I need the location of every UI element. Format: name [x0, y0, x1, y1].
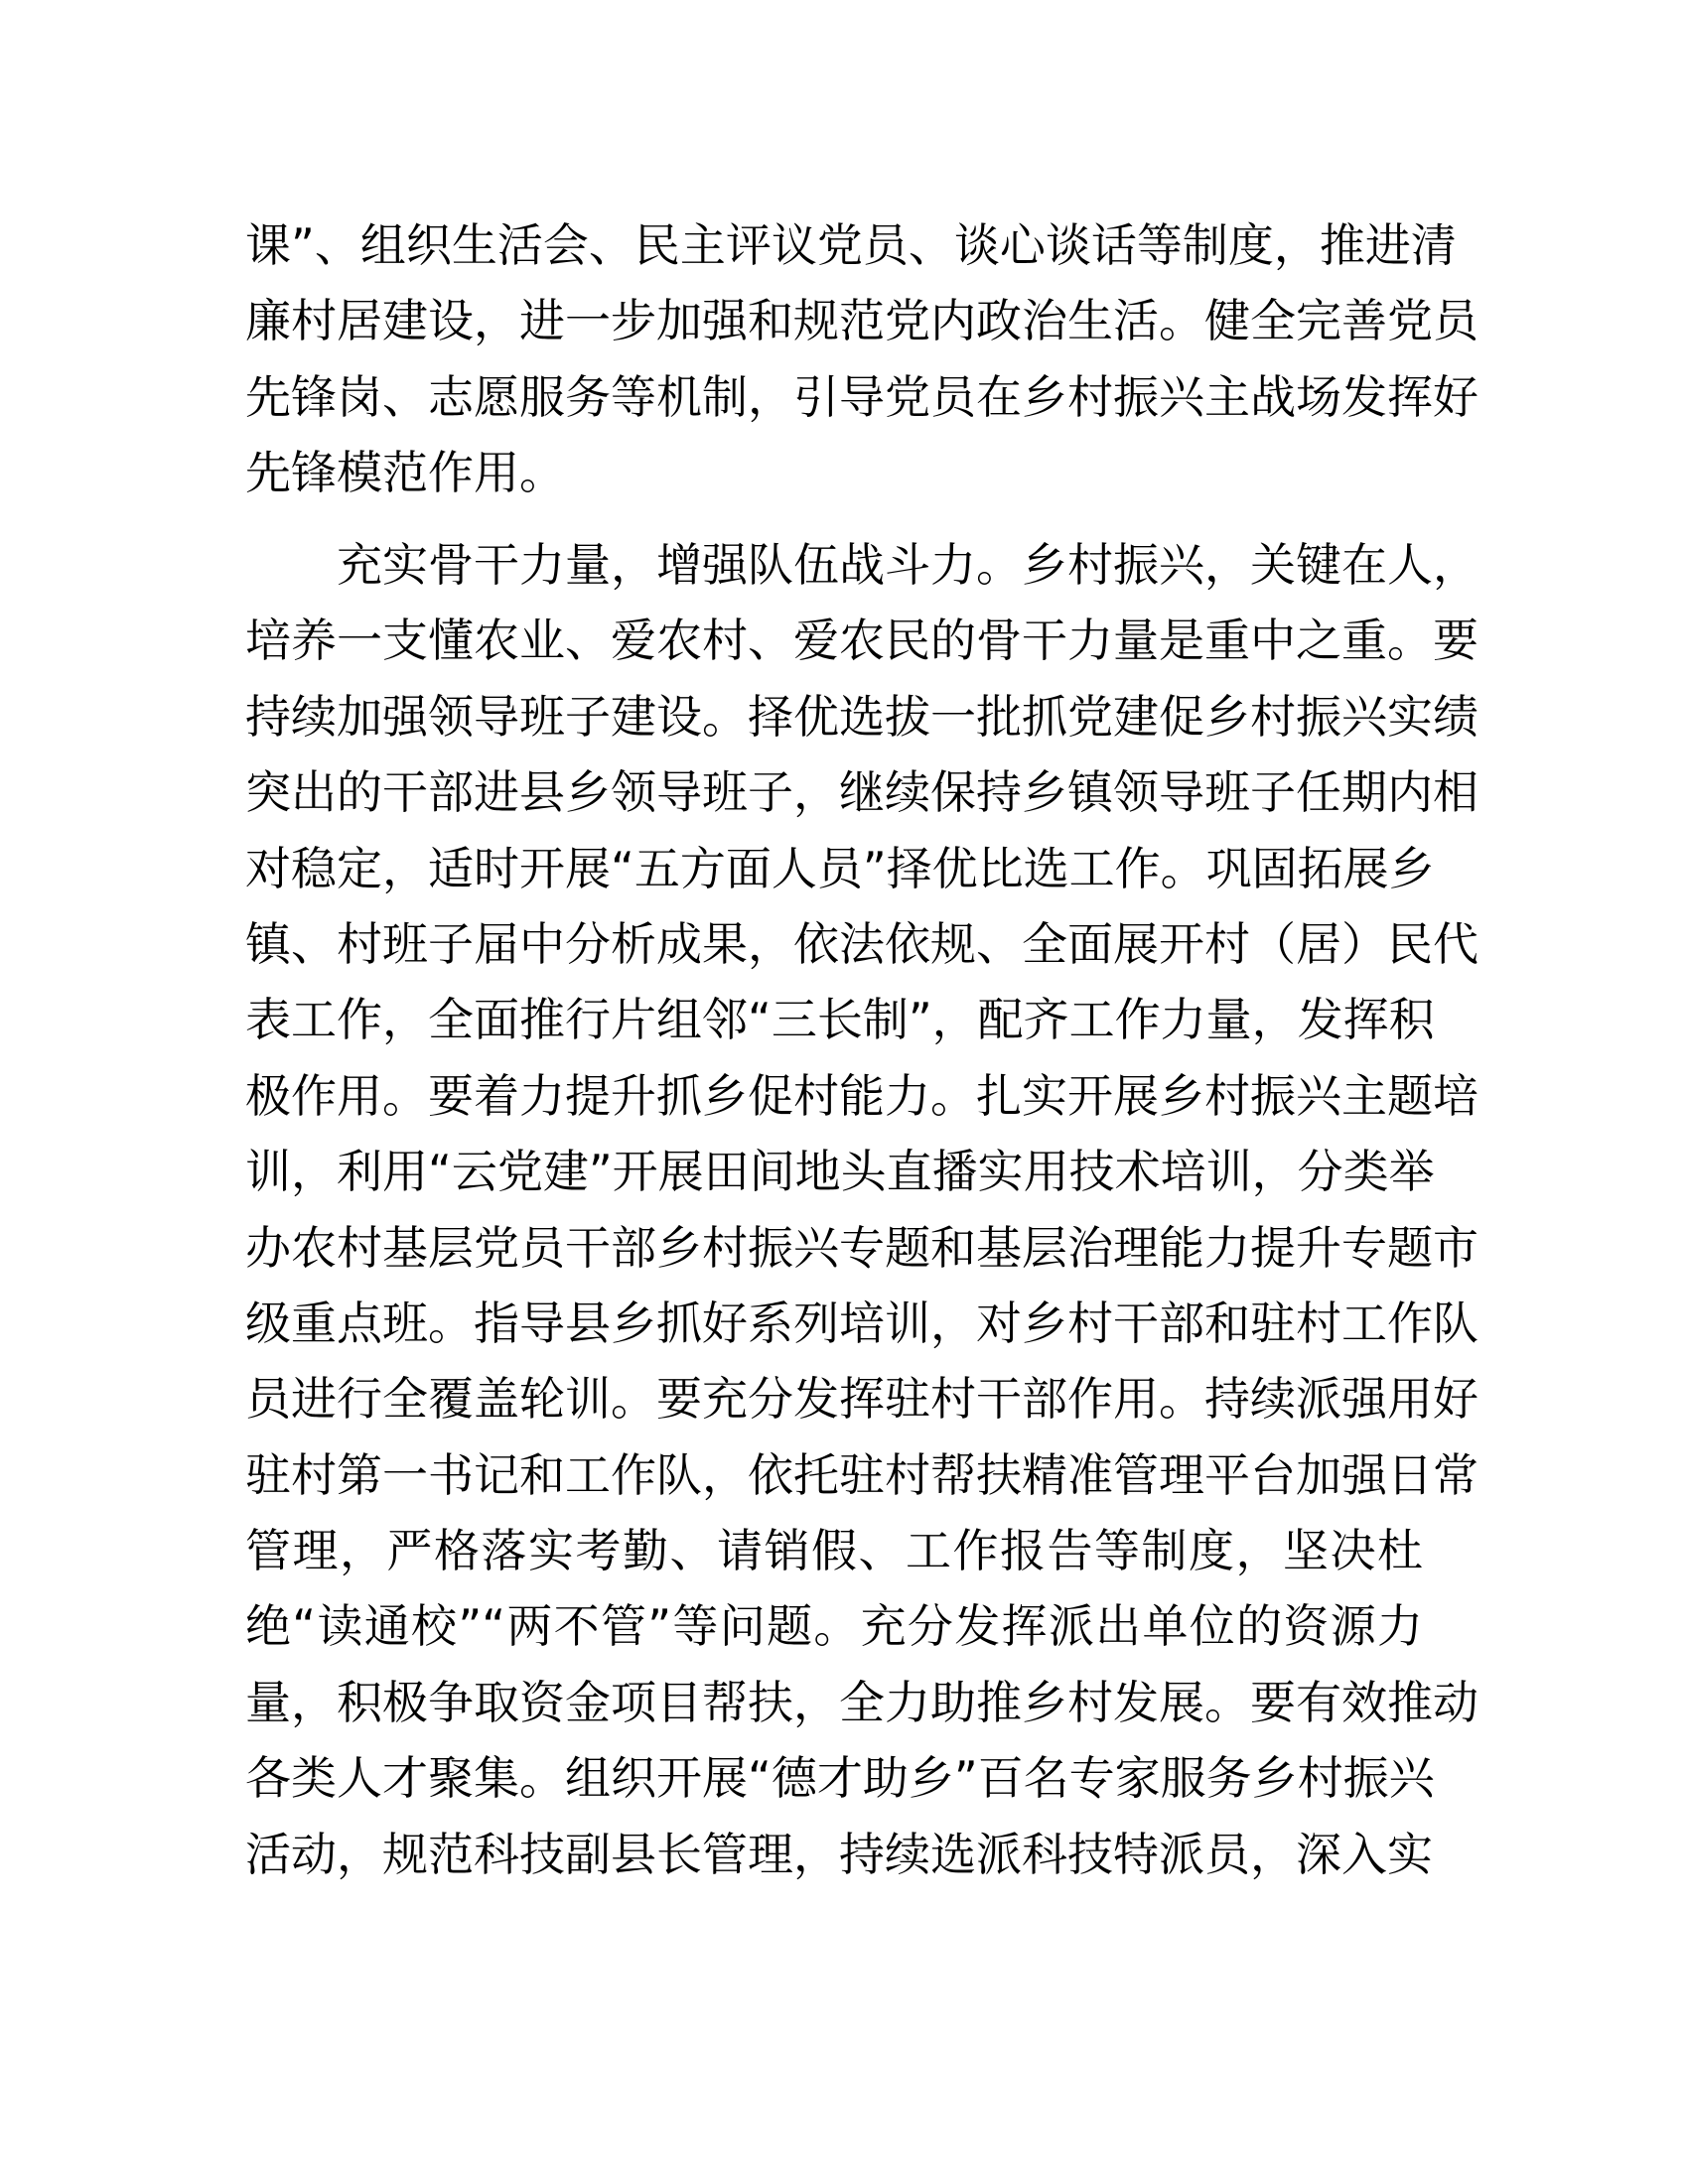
- text-line: 量，积极争取资金项目帮扶，全力助推乡村发展。要有效推动: [245, 1675, 1478, 1729]
- text-line: 廉村居建设，进一步加强和规范党内政治生活。健全完善党员: [245, 294, 1478, 348]
- text-line: 驻村第一书记和工作队，依托驻村帮扶精准管理平台加强日常: [245, 1447, 1478, 1502]
- text-line: 极作用。要着力提升抓乡促村能力。扎实开展乡村振兴主题培: [245, 1068, 1478, 1123]
- text-line: 课”、组织生活会、民主评议党员、谈心谈话等制度，推进清: [245, 218, 1457, 272]
- text-line: 绝“读通校”“两不管”等问题。充分发挥派出单位的资源力: [245, 1599, 1423, 1654]
- paragraph-1: [245, 207, 1478, 511]
- text-line: 办农村基层党员干部乡村振兴专题和基层治理能力提升专题市: [245, 1220, 1478, 1275]
- text-line: 培养一支懂农业、爱农村、爱农民的骨干力量是重中之重。要: [245, 614, 1478, 668]
- text-line: 充实骨干力量，增强队伍战斗力。乡村振兴，关键在人，: [337, 538, 1478, 592]
- text-line: 对稳定，适时开展“五方面人员”择优比选工作。巩固拓展乡: [245, 841, 1435, 895]
- paragraph-2: [245, 527, 1478, 1892]
- text-line: 管理，严格落实考勤、请销假、工作报告等制度，坚决杜: [245, 1524, 1423, 1578]
- text-line: 表工作，全面推行片组邻“三长制”，配齐工作力量，发挥积: [245, 993, 1435, 1047]
- text-line: 先锋模范作用。: [245, 446, 565, 500]
- text-line: 级重点班。指导县乡抓好系列培训，对乡村干部和驻村工作队: [245, 1296, 1478, 1350]
- text-line: 持续加强领导班子建设。择优选拔一批抓党建促乡村振兴实绩: [245, 689, 1478, 744]
- text-line: 突出的干部进县乡领导班子，继续保持乡镇领导班子任期内相: [245, 765, 1478, 820]
- text-line: 先锋岗、志愿服务等机制，引导党员在乡村振兴主战场发挥好: [245, 369, 1478, 424]
- text-line: 各类人才聚集。组织开展“德才助乡”百名专家服务乡村振兴: [245, 1751, 1435, 1806]
- text-line: 训，利用“云党建”开展田间地头直播实用技术培训，分类举: [245, 1145, 1435, 1199]
- text-line: 镇、村班子届中分析成果，依法依规、全面展开村（居）民代: [245, 916, 1478, 971]
- text-line: 员进行全覆盖轮训。要充分发挥驻村干部作用。持续派强用好: [245, 1372, 1478, 1427]
- text-line: 活动，规范科技副县长管理，持续选派科技特派员，深入实: [245, 1827, 1433, 1881]
